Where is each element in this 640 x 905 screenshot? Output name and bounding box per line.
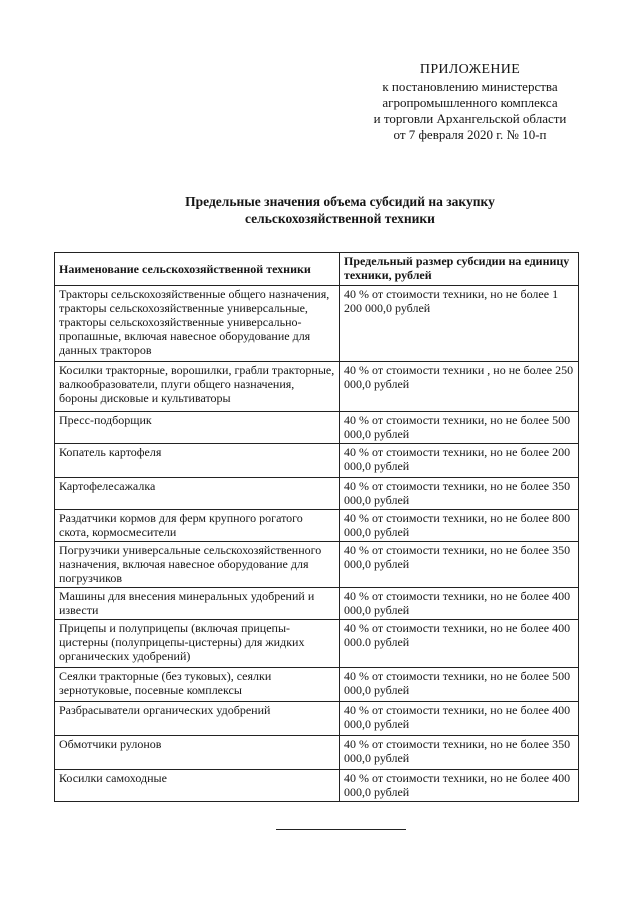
table-row [55,702,579,736]
subsidy-limit-cell: 40 % от стоимости техники, но не более 400 000,0 рублей [340,702,579,736]
document-title-line: Предельные значения объема субсидий на закупку [185,194,495,209]
subsidy-limit-cell: 40 % от стоимости техники, но не более 400 000,0 рублей [340,588,579,620]
column-header-limit: Предельный размер субсидии на единицу техники, рублей [340,253,579,286]
column-header-name: Наименование сельскохозяйственной техники [55,253,340,286]
table-row [55,362,579,412]
equipment-name-cell: Прицепы и полуприцепы (включая прицепы-цистерны (полуприцепы-цистерны) для жидких органических удобрений) [55,620,340,668]
equipment-name-cell: Машины для внесения минеральных удобрений и извести [55,588,340,620]
table-row [55,478,579,510]
table-row [55,542,579,588]
equipment-name-cell: Тракторы сельскохозяйственные общего назначения, тракторы сельскохозяйственные универсальные, тракторы сельскохозяйственные универсально-пропашные, включая навесное оборудование для данных тракторов [55,286,340,362]
table-row [55,444,579,478]
subsidy-table [54,252,579,802]
equipment-name-cell: Сеялки тракторные (без туковых), сеялки зернотуковые, посевные комплексы [55,668,340,702]
table-row [55,412,579,444]
table-header-row [55,253,579,286]
equipment-name-cell: Обмотчики рулонов [55,736,340,770]
subsidy-limit-cell: 40 % от стоимости техники, но не более 200 000,0 рублей [340,444,579,478]
equipment-name-cell: Косилки самоходные [55,770,340,802]
subsidy-limit-cell: 40 % от стоимости техники, но не более 800 000,0 рублей [340,510,579,542]
table-row [55,668,579,702]
table-row [55,286,579,362]
appendix-title: ПРИЛОЖЕНИЕ [419,62,521,77]
equipment-name-cell: Картофелесажалка [55,478,340,510]
appendix-line: от 7 февраля 2020 г. № 10-п [393,127,547,142]
equipment-name-cell: Косилки тракторные, ворошилки, грабли тракторные, валкообразователи, плуги общего назначения, бороны дисковые и культиваторы [55,362,340,412]
subsidy-limit-cell: 40 % от стоимости техники, но не более 400 000,0 рублей [340,770,579,802]
subsidy-limit-cell: 40 % от стоимости техники, но не более 400 000.0 рублей [340,620,579,668]
subsidy-limit-cell: 40 % от стоимости техники, но не более 350 000,0 рублей [340,736,579,770]
subsidy-limit-cell: 40 % от стоимости техники, но не более 350 000,0 рублей [340,542,579,588]
subsidy-limit-cell: 40 % от стоимости техники, но не более 500 000,0 рублей [340,412,579,444]
subsidy-limit-cell: 40 % от стоимости техники , но не более 250 000,0 рублей [340,362,579,412]
equipment-name-cell: Пресс-подборщик [55,412,340,444]
table-row [55,770,579,802]
table-row [55,620,579,668]
document-title-line: сельскохозяйственной техники [245,211,435,226]
subsidy-limit-cell: 40 % от стоимости техники, но не более 1 200 000,0 рублей [340,286,579,362]
appendix-line: агропромышленного комплекса [382,95,558,110]
subsidy-limit-cell: 40 % от стоимости техники, но не более 500 000,0 рублей [340,668,579,702]
equipment-name-cell: Копатель картофеля [55,444,340,478]
equipment-name-cell: Разбрасыватели органических удобрений [55,702,340,736]
equipment-name-cell: Погрузчики универсальные сельскохозяйственного назначения, включая навесное оборудование для погрузчиков [55,542,340,588]
appendix-line: и торговли Архангельской области [373,111,567,126]
closing-divider-line [276,829,406,830]
table-row [55,736,579,770]
equipment-name-cell: Раздатчики кормов для ферм крупного рогатого скота, кормосмесители [55,510,340,542]
table-row [55,588,579,620]
table-row [55,510,579,542]
appendix-line: к постановлению министерства [382,79,558,94]
appendix-header [330,62,610,143]
document-title [120,193,560,227]
subsidy-limit-cell: 40 % от стоимости техники, но не более 350 000,0 рублей [340,478,579,510]
